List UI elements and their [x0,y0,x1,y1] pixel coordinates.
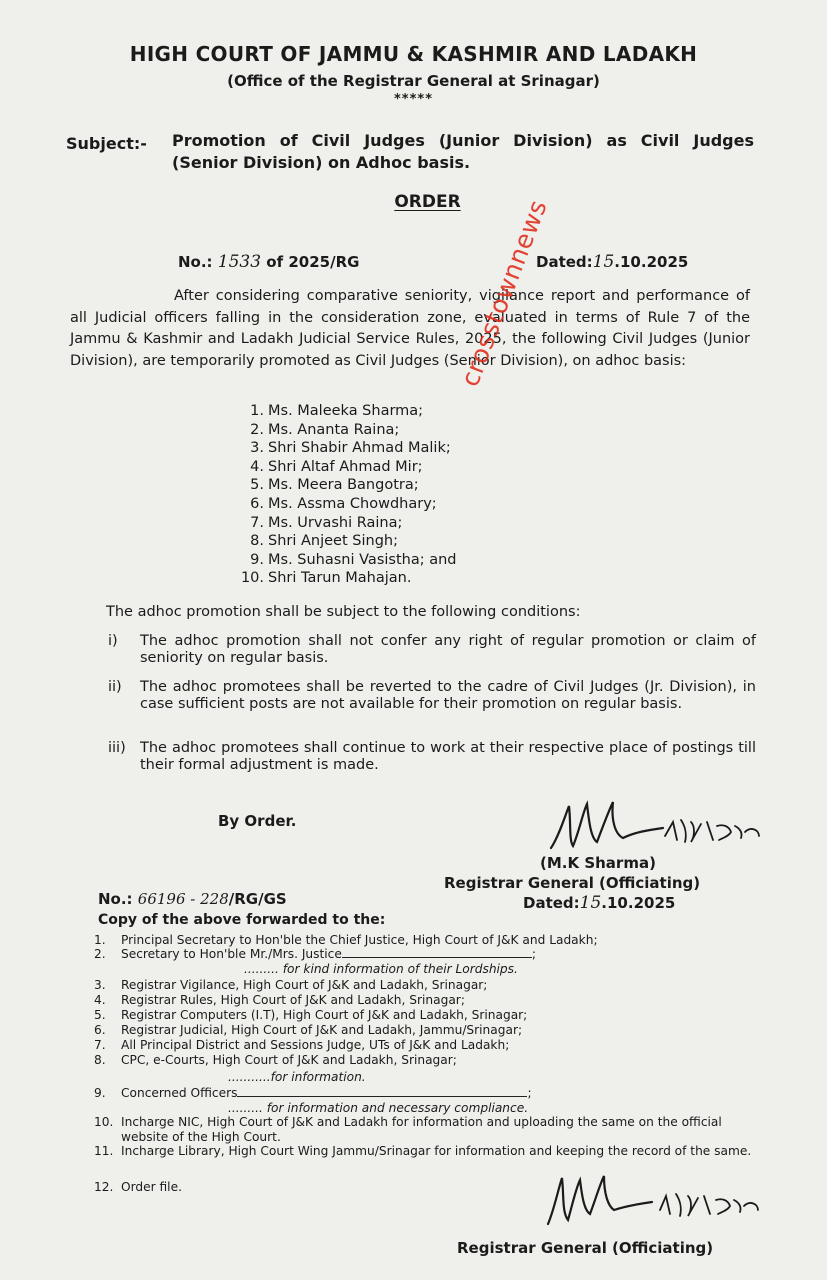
list-item: 8. Shri Anjeet Singh; [250,533,398,550]
conditions-intro: The adhoc promotion shall be subject to the following conditions: [106,604,581,620]
order-date-label: Dated: [536,253,593,271]
order-body-paragraph: After considering comparative seniority, vigilance report and performance of all Judicial officers falling in the consideration zone, evaluated in terms of Rule 7 of the Jammu & Kashmir and Ladakh Judicial Service Rules, 2025, the following Civil Judges (Junior Division), are temporarily promoted as Civil Judges (Senior Division), on adhoc basis: [70,288,750,369]
list-item: 5. Ms. Meera Bangotra; [250,477,419,494]
order-title-text: ORDER [394,192,461,212]
list-item: 9. Ms. Suhasni Vasistha; and [250,551,457,568]
list-item: 6. Ms. Assma Chowdhary; [250,495,437,512]
condition-item: ii) The adhoc promotees shall be reverted to the cadre of Civil Judges (Jr. Division), in case sufficient posts are not available for their promotion on regular basis. [108,679,756,712]
endorsement-number-handwritten: 66196 - 228 [137,890,229,908]
office-subheading: (Office of the Registrar General at Srinagar) [227,72,600,90]
copy-list-item: 1. Principal Secretary to Hon'ble the Chief Justice, High Court of J&K and Ladakh; [94,933,598,947]
copy-list-item: 4. Registrar Rules, High Court of J&K and Ladakh, Srinagar; [94,993,465,1007]
order-number-handwritten: 1533 [217,252,262,272]
copy-forwarded-heading: Copy of the above forwarded to the: [98,912,386,928]
order-date-day-handwritten: 15 [592,252,615,272]
order-date-line [536,252,688,272]
promoted-judges-list [236,402,457,588]
by-order-label: By Order. [218,812,297,830]
order-number-suffix: of 2025/RG [266,253,360,271]
final-signatory-title: Registrar General (Officiating) [457,1239,714,1257]
order-date-rest: .10.2025 [614,253,689,271]
copy-note: ......... for kind information of their Lordships. [244,962,518,976]
subject-label: Subject:- [66,134,147,153]
final-signature [540,1166,780,1236]
condition-item: i) The adhoc promotion shall not confer any right of regular promotion or claim of seniority on regular basis. [108,633,756,666]
copy-list-item: 12. Order file. [94,1180,182,1194]
copy-list-item: 11. Incharge Library, High Court Wing Jammu/Srinagar for information and keeping the record of the same. [94,1144,752,1158]
list-item: 1. Ms. Maleeka Sharma; [250,403,424,419]
copy-list-item: 8. CPC, e-Courts, High Court of J&K and Ladakh, Srinagar; [94,1053,457,1067]
copy-list-item: 3. Registrar Vigilance, High Court of J&K and Ladakh, Srinagar; [94,978,488,992]
condition-item: iii) The adhoc promotees shall continue to work at their respective place of postings till their formal adjustment is made. [108,740,756,773]
subject-text: Promotion of Civil Judges (Junior Division) as Civil Judges (Senior Division) on Adhoc basis. [172,131,754,172]
header-stars: ***** [394,92,433,107]
copy-list-item: 7. All Principal District and Sessions Judge, UTs of J&K and Ladakh; [94,1038,510,1052]
order-number-prefix: No.: [178,253,213,271]
list-item: 3. Shri Shabir Ahmad Malik; [250,440,451,457]
endorsement-number: No.: 66196 - 228/RG/GS [98,890,287,908]
watermark-text: crosstownnews [455,195,553,391]
copy-list-item: 10. Incharge NIC, High Court of J&K and Ladakh for information and uploading the same on the official website of the High Court. [94,1115,722,1144]
copy-list-item: 2. Secretary to Hon'ble Mr./Mrs. Justice ; [94,947,536,961]
list-item: 2. Ms. Ananta Raina; [250,421,400,438]
copy-list-item: 5. Registrar Computers (I.T), High Court of J&K and Ladakh, Srinagar; [94,1008,528,1022]
fill-in-blank [237,1086,527,1097]
signatory-date: Dated:15.10.2025 [523,893,676,913]
court-name-heading: HIGH COURT OF JAMMU & KASHMIR AND LADAKH [129,42,698,66]
list-item: 10. Shri Tarun Mahajan. [240,570,412,587]
copy-note: ...........for information. [228,1070,366,1084]
list-item: 4. Shri Altaf Ahmad Mir; [250,458,423,475]
list-item: 7. Ms. Urvashi Raina; [250,514,403,531]
signatory-title: Registrar General (Officiating) [444,874,701,892]
signatory-name: (M.K Sharma) [540,854,656,872]
copy-list-item: 6. Registrar Judicial, High Court of J&K and Ladakh, Jammu/Srinagar; [94,1023,523,1037]
copy-list-item: 9. Concerned Officers ; [94,1086,532,1100]
order-title [0,192,827,212]
order-number-line [178,252,359,272]
copy-note: ......... for information and necessary compliance. [228,1101,529,1115]
fill-in-blank [342,947,532,958]
